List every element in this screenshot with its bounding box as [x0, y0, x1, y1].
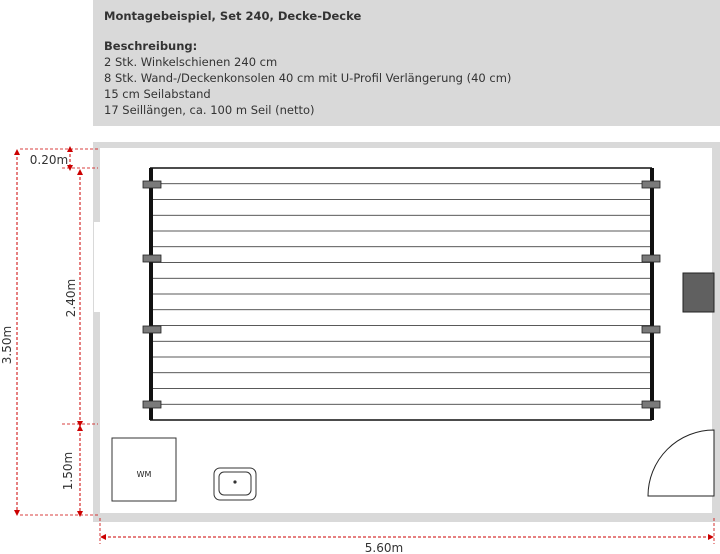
wall-ceiling-bracket [642, 181, 660, 188]
description-heading: Beschreibung: [104, 39, 198, 53]
wall-ceiling-bracket [642, 401, 660, 408]
dimension-label-top-gap: 0.20m [29, 153, 69, 167]
dimension-label-total-width: 5.60m [364, 541, 404, 554]
dimension-bottom-depth [20, 428, 98, 515]
dimension-rack-length [62, 172, 98, 424]
washing-machine [112, 438, 176, 501]
dimension-label-total-height: 3.50m [0, 325, 14, 365]
description-line: 17 Seillängen, ca. 100 m Seil (netto) [104, 103, 315, 117]
sink-icon [214, 468, 256, 500]
description-line: 2 Stk. Winkelschienen 240 cm [104, 55, 278, 69]
room-walls [93, 142, 720, 522]
dimension-label-bottom-depth: 1.50m [61, 451, 75, 491]
dimension-total-height [0, 152, 17, 513]
room-floor [100, 148, 712, 513]
left-wall-opening [94, 222, 101, 312]
window-or-radiator [683, 273, 714, 312]
washing-machine-label: WM [136, 470, 152, 479]
dimension-total-width [100, 518, 714, 554]
wall-ceiling-bracket [143, 401, 161, 408]
angle-rail-left [149, 168, 153, 420]
wall-ceiling-bracket [143, 326, 161, 333]
description-line: 8 Stk. Wand-/Deckenkonsolen 40 cm mit U-Profil Verlängerung (40 cm) [104, 71, 512, 85]
diagram-title: Montagebeispiel, Set 240, Decke-Decke [104, 9, 362, 23]
wall-ceiling-bracket [642, 326, 660, 333]
wall-ceiling-bracket [143, 181, 161, 188]
wall-ceiling-bracket [642, 255, 660, 262]
wall-ceiling-bracket [143, 255, 161, 262]
description-line: 15 cm Seilabstand [104, 87, 211, 101]
angle-rail-right [650, 168, 654, 420]
dimension-top-gap [20, 149, 98, 168]
dimension-label-rack-length: 2.40m [64, 278, 78, 318]
